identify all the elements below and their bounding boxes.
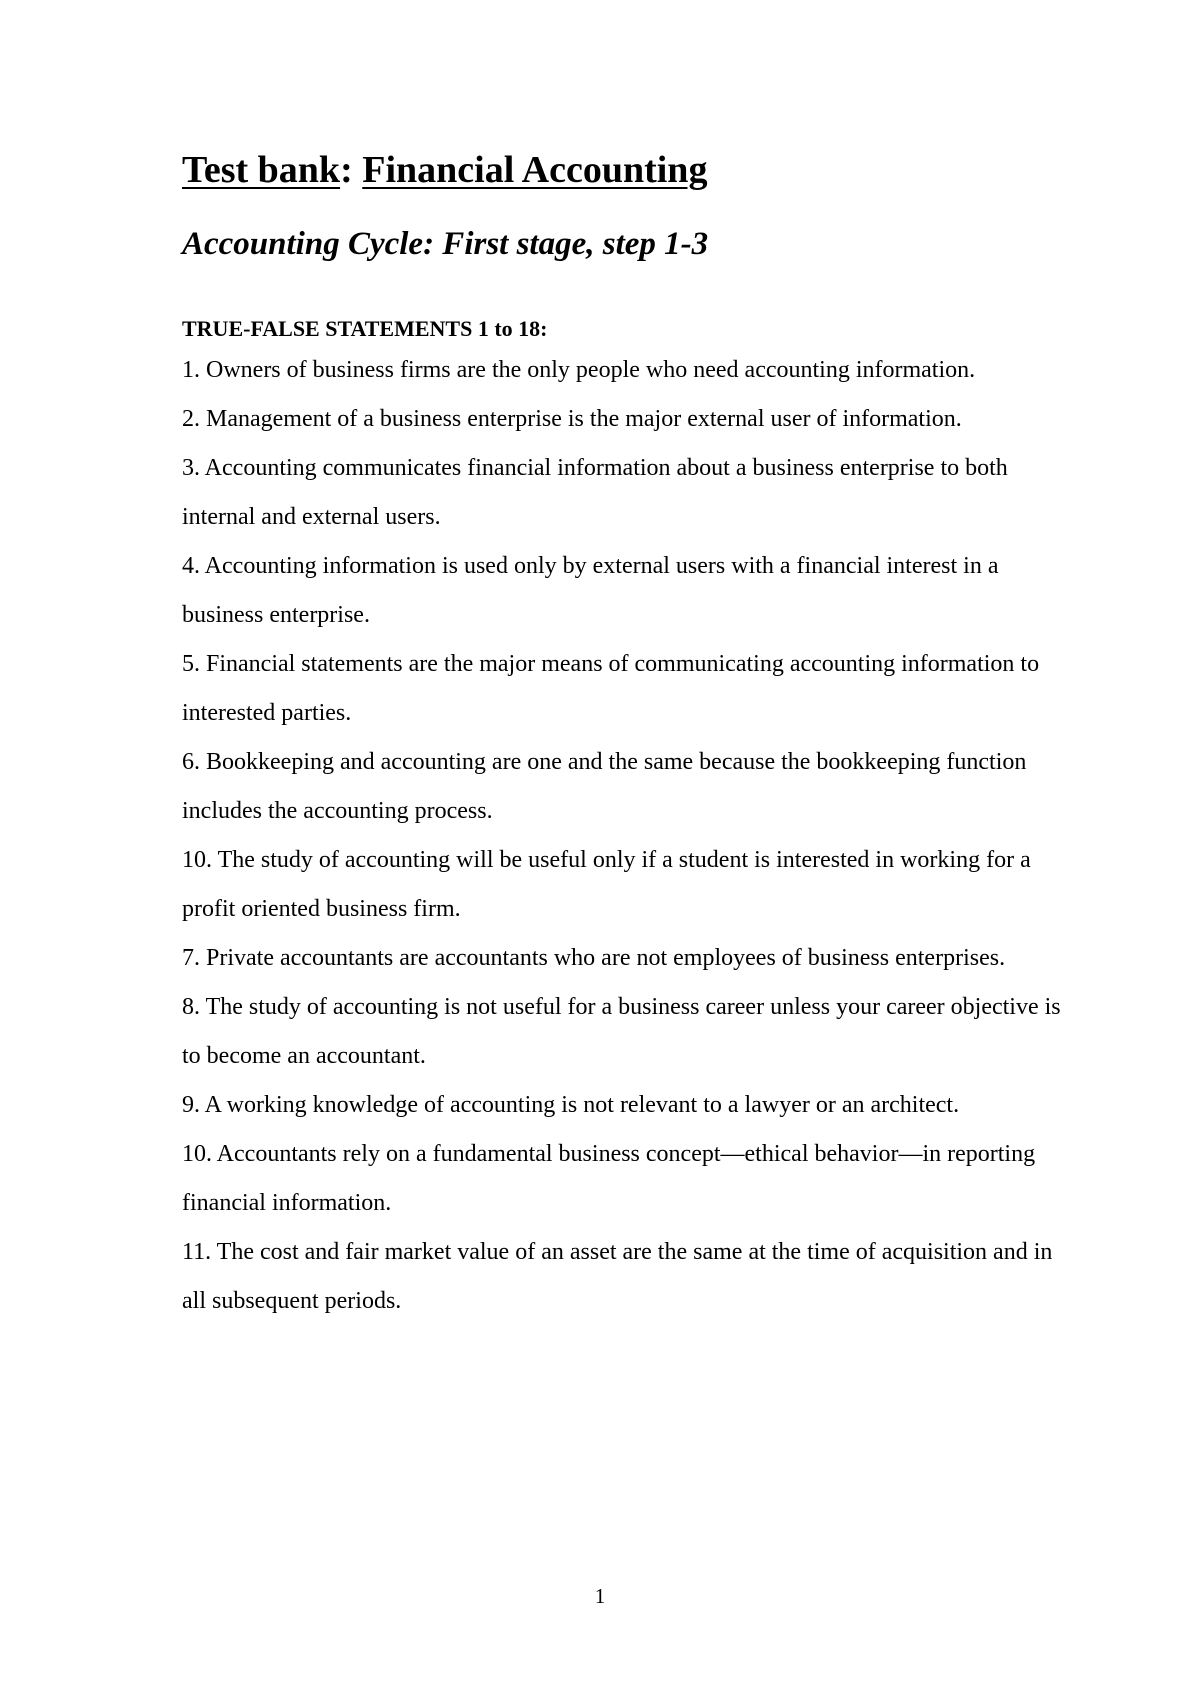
statement-item: 8. The study of accounting is not useful for a business career unless your career objective is to become an accountant. — [182, 994, 1061, 1069]
statement-item: 10. Accountants rely on a fundamental business concept—ethical behavior—in reporting financial information. — [182, 1141, 1036, 1216]
statement-item: 9. A working knowledge of accounting is not relevant to a lawyer or an architect. — [182, 1092, 960, 1118]
statement-item: 11. The cost and fair market value of an asset are the same at the time of acquisition and in all subsequent periods. — [182, 1239, 1053, 1314]
document-subtitle: Accounting Cycle: First stage, step 1-3 — [182, 226, 709, 262]
page-number: 1 — [594, 1584, 606, 1608]
section-heading: TRUE-FALSE STATEMENTS 1 to 18: — [182, 316, 548, 341]
statement-item: 2. Management of a business enterprise is the major external user of information. — [182, 406, 962, 432]
statement-list — [182, 346, 1062, 1326]
statement-item: 6. Bookkeeping and accounting are one and the same because the bookkeeping function includes the accounting process. — [182, 749, 1027, 824]
statement-item: 3. Accounting communicates financial information about a business enterprise to both internal and external users. — [182, 455, 1008, 530]
statement-item: 7. Private accountants are accountants who are not employees of business enterprises. — [182, 945, 1006, 971]
statement-item: 4. Accounting information is used only by external users with a financial interest in a business enterprise. — [182, 553, 999, 628]
title-separator: : — [340, 149, 363, 191]
title-part-financial-accounting: Financial Accounting — [362, 149, 708, 191]
document-title — [182, 142, 1062, 198]
page-content — [182, 142, 1062, 1326]
statement-item: 10. The study of accounting will be useful only if a student is interested in working for a profit oriented business firm. — [182, 847, 1031, 922]
title-part-test-bank: Test bank — [182, 149, 341, 191]
statement-item: 5. Financial statements are the major means of communicating accounting information to interested parties. — [182, 651, 1040, 726]
statement-item: 1. Owners of business firms are the only people who need accounting information. — [182, 357, 976, 383]
